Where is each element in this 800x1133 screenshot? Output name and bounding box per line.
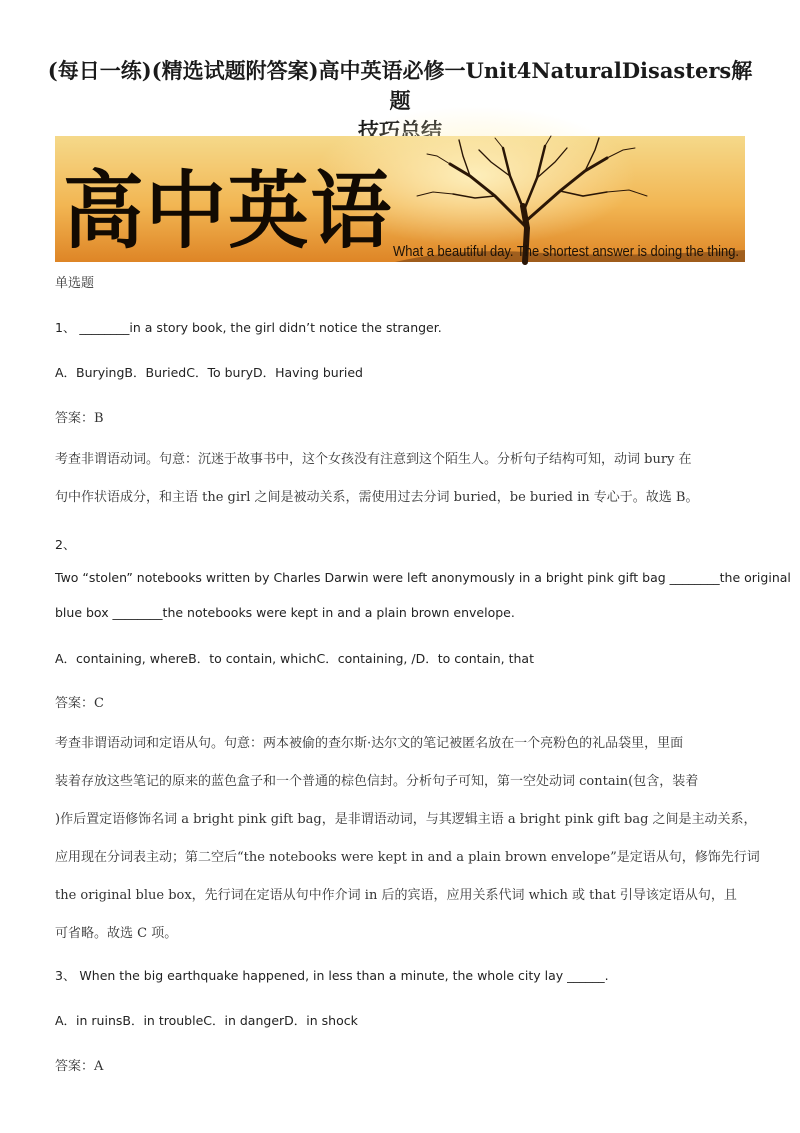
banner-chars: 高中英语 [63,161,393,260]
banner-slogan: What a beautiful day. The shortest answer is doing the thing. [393,243,739,260]
explanation-line: the original blue box，先行词在定语从句中作介词 in 后的宾语，应用关系代词 which 或 that 引导该定语从句，且 [55,888,737,903]
explanation-line: 应用现在分词表主动；第二空后“the notebooks were kept in and a plain brown envelope”是定语从句，修饰先行词 [55,850,760,865]
question-3-stem: 3、 When the big earthquake happened, in less than a minute, the whole city lay ______. [55,968,609,983]
question-2-number: 2、 [55,537,76,552]
question-3-answer: 答案：A [55,1059,104,1074]
question-2-explanation [55,725,760,953]
question-1-answer: 答案：B [55,411,104,426]
question-2-options: A．containing, whereB．to contain, whichC．containing, /D．to contain, that [55,651,534,666]
banner-graphic [55,136,745,262]
explanation-line: 句中作状语成分，和主语 the girl 之间是被动关系，需使用过去分词 buried，be buried in 专心于。故选 B。 [55,490,699,505]
question-3-options: A．in ruinsB．in troubleC．in dangerD．in shock [55,1013,358,1028]
question-2-answer: 答案：C [55,696,104,711]
question-2-stem-line-2: blue box ________the notebooks were kept in and a plain brown envelope. [55,605,515,620]
banner-image [55,136,745,262]
section-label: 单选题 [55,276,95,291]
question-2-stem-line-1: Two “stolen” notebooks written by Charles Darwin were left anonymously in a bright pink gift bag ________the original [55,570,791,585]
question-1-stem: 1、 ________in a story book, the girl didn’t notice the stranger. [55,320,442,335]
question-1-explanation [55,441,745,517]
explanation-line: 可省略。故选 C 项。 [55,926,178,941]
explanation-line: 装着存放这些笔记的原来的蓝色盒子和一个普通的棕色信封。分析句子可知，第一空处动词 contain(包含，装着 [55,774,699,789]
title-line-1: (每日一练)(精选试题附答案)高中英语必修一Unit4NaturalDisasters解题 [47,58,753,113]
explanation-line: 考查非谓语动词。句意：沉迷于故事书中，这个女孩没有注意到这个陌生人。分析句子结构可知，动词 bury 在 [55,452,692,467]
explanation-line: )作后置定语修饰名词 a bright pink gift bag，是非谓语动词，与其逻辑主语 a bright pink gift bag 之间是主动关系， [55,812,757,827]
question-1-options: A．BuryingB．BuriedC．To buryD．Having buried [55,365,363,380]
explanation-line: 考查非谓语动词和定语从句。句意：两本被偷的查尔斯·达尔文的笔记被匿名放在一个亮粉色的礼品袋里，里面 [55,736,684,751]
